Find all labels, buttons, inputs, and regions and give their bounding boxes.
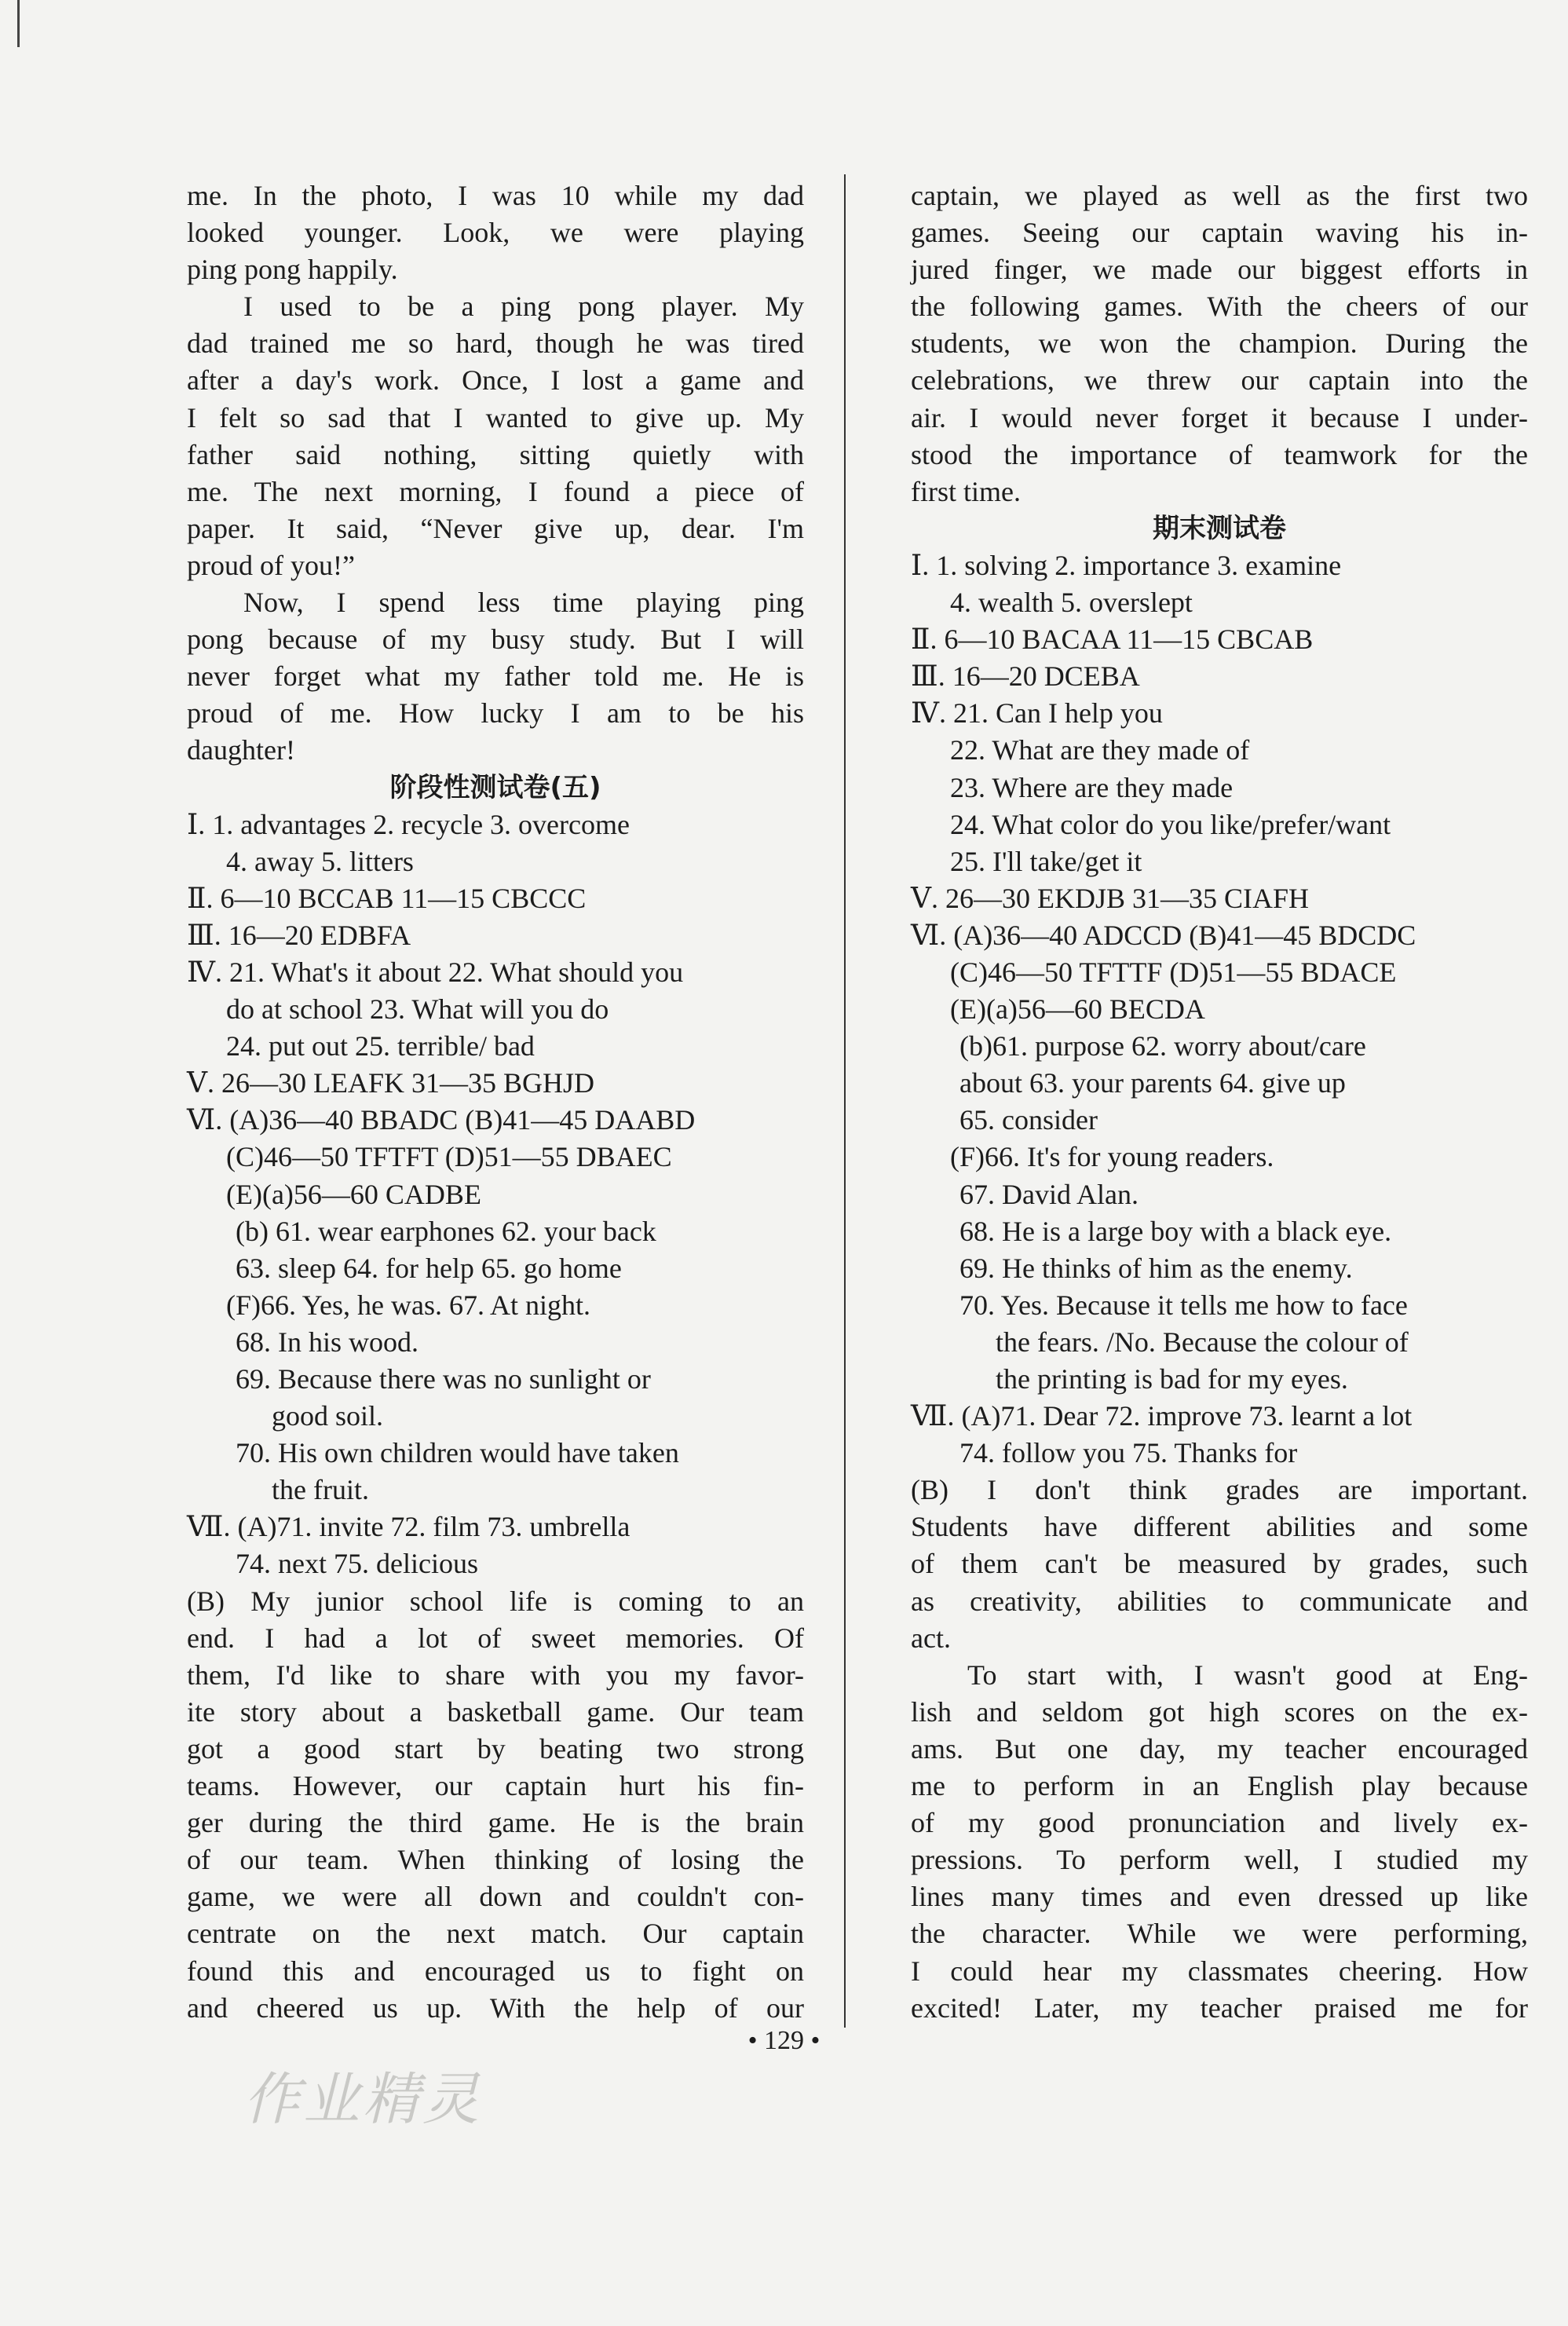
text-line: 74. follow you 75. Thanks for <box>959 1437 1298 1469</box>
text-line: ite story about a basketball game. Our team <box>187 1695 804 1728</box>
text-line: the fruit. <box>272 1474 369 1506</box>
text-line: of our team. When thinking of losing the <box>187 1844 804 1876</box>
text-line: lines many times and even dressed up like <box>911 1881 1528 1913</box>
text-line: 70. His own children would have taken <box>236 1437 679 1469</box>
text-line: Ⅱ. 6—10 BCCAB 11—15 CBCCC <box>187 882 587 914</box>
text-line: games. Seeing our captain waving his in- <box>911 217 1528 249</box>
text-line: captain, we played as well as the first two <box>911 180 1528 211</box>
text-line: 4. wealth 5. overslept <box>950 587 1193 619</box>
text-line: (E)(a)56—60 CADBE <box>226 1178 481 1210</box>
text-line: never forget what my father told me. He is <box>187 660 804 693</box>
section-heading: 期末测试卷 <box>1153 512 1286 544</box>
text-line: good soil. <box>272 1400 384 1432</box>
page-number: • 129 • <box>747 2026 821 2055</box>
text-line: 24. put out 25. terrible/ bad <box>226 1030 535 1062</box>
page-edge-mark <box>17 0 20 47</box>
text-line: (B) I don't think grades are important. <box>911 1474 1528 1506</box>
text-line: the following games. With the cheers of our <box>911 291 1528 323</box>
text-line: 22. What are they made of <box>950 734 1250 766</box>
text-line: To start with, I wasn't good at Eng- <box>967 1659 1528 1691</box>
text-line: Ⅴ. 26—30 LEAFK 31—35 BGHJD <box>187 1067 595 1099</box>
text-line: I felt so sad that I wanted to give up. My <box>187 401 804 433</box>
text-line: jured finger, we made our biggest efforts in <box>911 254 1528 286</box>
right-column <box>911 177 1528 2027</box>
text-line: Ⅲ. 16—20 EDBFA <box>187 919 411 951</box>
text-line: the printing is bad for my eyes. <box>996 1363 1348 1395</box>
text-line: 4. away 5. litters <box>226 845 414 877</box>
text-line: Ⅱ. 6—10 BACAA 11—15 CBCAB <box>911 624 1314 656</box>
text-line: do at school 23. What will you do <box>226 993 609 1026</box>
text-line: I used to be a ping pong player. My <box>243 291 804 323</box>
section-heading: 阶段性测试卷(五) <box>389 771 601 803</box>
text-line: (C)46—50 TFTTF (D)51—55 BDACE <box>950 956 1397 988</box>
text-line: (E)(a)56—60 BECDA <box>950 993 1205 1026</box>
text-line: and cheered us up. With the help of our <box>187 1991 804 2024</box>
watermark-logo: 作业精灵 <box>243 2066 483 2132</box>
text-line: centrate on the next match. Our captain <box>187 1918 804 1950</box>
text-line: got a good start by beating two strong <box>187 1732 804 1765</box>
text-line: the character. While we were performing, <box>911 1918 1528 1950</box>
text-line: I could hear my classmates cheering. How <box>911 1955 1528 1987</box>
text-line: found this and encouraged us to fight on <box>187 1955 804 1987</box>
text-line: game, we were all down and couldn't con- <box>187 1881 804 1913</box>
text-line: (C)46—50 TFTFT (D)51—55 DBAEC <box>226 1141 672 1173</box>
column-divider <box>844 174 846 2028</box>
text-line: 70. Yes. Because it tells me how to face <box>959 1289 1408 1321</box>
text-line: first time. <box>911 475 1021 507</box>
text-line: 24. What color do you like/prefer/want <box>950 808 1391 840</box>
text-line: me. The next morning, I found a piece of <box>187 475 804 507</box>
text-line: 23. Where are they made <box>950 771 1234 803</box>
text-line: Ⅴ. 26—30 EKDJB 31—35 CIAFH <box>911 882 1310 914</box>
text-line: Students have different abilities and some <box>911 1511 1528 1543</box>
text-line: as creativity, abilities to communicate and <box>911 1585 1528 1617</box>
text-line: Ⅲ. 16—20 DCEBA <box>911 660 1140 693</box>
text-line: excited! Later, my teacher praised me for <box>911 1991 1528 2024</box>
text-line: (b) 61. wear earphones 62. your back <box>236 1215 656 1247</box>
text-line: lish and seldom got high scores on the ex- <box>911 1695 1528 1728</box>
text-line: proud of me. How lucky I am to be his <box>187 697 804 730</box>
text-line: proud of you!” <box>187 549 355 581</box>
text-line: paper. It said, “Never give up, dear. I'm <box>187 512 804 544</box>
text-line: (F)66. It's for young readers. <box>950 1141 1274 1173</box>
text-line: students, we won the champion. During the <box>911 327 1528 360</box>
text-line: stood the importance of teamwork for the <box>911 438 1528 470</box>
text-line: them, I'd like to share with you my favor- <box>187 1659 804 1691</box>
text-line: looked younger. Look, we were playing <box>187 217 804 249</box>
text-line: after a day's work. Once, I lost a game and <box>187 364 804 397</box>
text-line: (F)66. Yes, he was. 67. At night. <box>226 1289 591 1321</box>
text-line: 68. He is a large boy with a black eye. <box>959 1215 1392 1247</box>
text-line: Ⅳ. 21. Can I help you <box>911 697 1163 730</box>
text-line: dad trained me so hard, though he was tired <box>187 327 804 360</box>
text-line: celebrations, we threw our captain into the <box>911 364 1528 397</box>
text-line: end. I had a lot of sweet memories. Of <box>187 1622 804 1654</box>
text-line: ping pong happily. <box>187 254 398 286</box>
text-line: about 63. your parents 64. give up <box>959 1067 1346 1099</box>
text-line: me. In the photo, I was 10 while my dad <box>187 180 804 211</box>
text-line: Now, I spend less time playing ping <box>243 587 804 619</box>
text-line: me to perform in an English play because <box>911 1770 1528 1802</box>
text-line: Ⅵ. (A)36—40 BBADC (B)41—45 DAABD <box>187 1104 696 1136</box>
text-line: ger during the third game. He is the brain <box>187 1807 804 1839</box>
text-line: 74. next 75. delicious <box>236 1548 478 1580</box>
text-line: (B) My junior school life is coming to an <box>187 1585 804 1617</box>
text-line: 65. consider <box>959 1104 1098 1136</box>
text-line: 63. sleep 64. for help 65. go home <box>236 1252 622 1284</box>
text-line: act. <box>911 1622 951 1654</box>
text-line: pong because of my busy study. But I will <box>187 624 804 656</box>
text-line: air. I would never forget it because I under- <box>911 401 1528 433</box>
left-column <box>187 177 804 2027</box>
text-line: Ⅰ. 1. advantages 2. recycle 3. overcome <box>187 808 630 840</box>
text-line: of them can't be measured by grades, such <box>911 1548 1528 1580</box>
text-line: 68. In his wood. <box>236 1326 418 1358</box>
text-line: Ⅰ. 1. solving 2. importance 3. examine <box>911 549 1342 581</box>
text-line: Ⅶ. (A)71. Dear 72. improve 73. learnt a lot <box>911 1400 1413 1432</box>
text-line: of my good pronunciation and lively ex- <box>911 1807 1528 1839</box>
text-line: daughter! <box>187 734 295 766</box>
text-line: 67. David Alan. <box>959 1178 1139 1210</box>
text-line: Ⅵ. (A)36—40 ADCCD (B)41—45 BDCDC <box>911 919 1416 951</box>
text-line: ams. But one day, my teacher encouraged <box>911 1732 1528 1765</box>
text-line: 69. Because there was no sunlight or <box>236 1363 651 1395</box>
text-line: (b)61. purpose 62. worry about/care <box>959 1030 1366 1062</box>
text-line: pressions. To perform well, I studied my <box>911 1844 1528 1876</box>
text-line: Ⅳ. 21. What's it about 22. What should you <box>187 956 684 988</box>
text-line: the fears. /No. Because the colour of <box>996 1326 1409 1358</box>
text-line: Ⅶ. (A)71. invite 72. film 73. umbrella <box>187 1511 630 1543</box>
text-line: 25. I'll take/get it <box>950 845 1142 877</box>
text-line: teams. However, our captain hurt his fin- <box>187 1770 804 1802</box>
text-line: father said nothing, sitting quietly with <box>187 438 804 470</box>
text-line: 69. He thinks of him as the enemy. <box>959 1252 1353 1284</box>
